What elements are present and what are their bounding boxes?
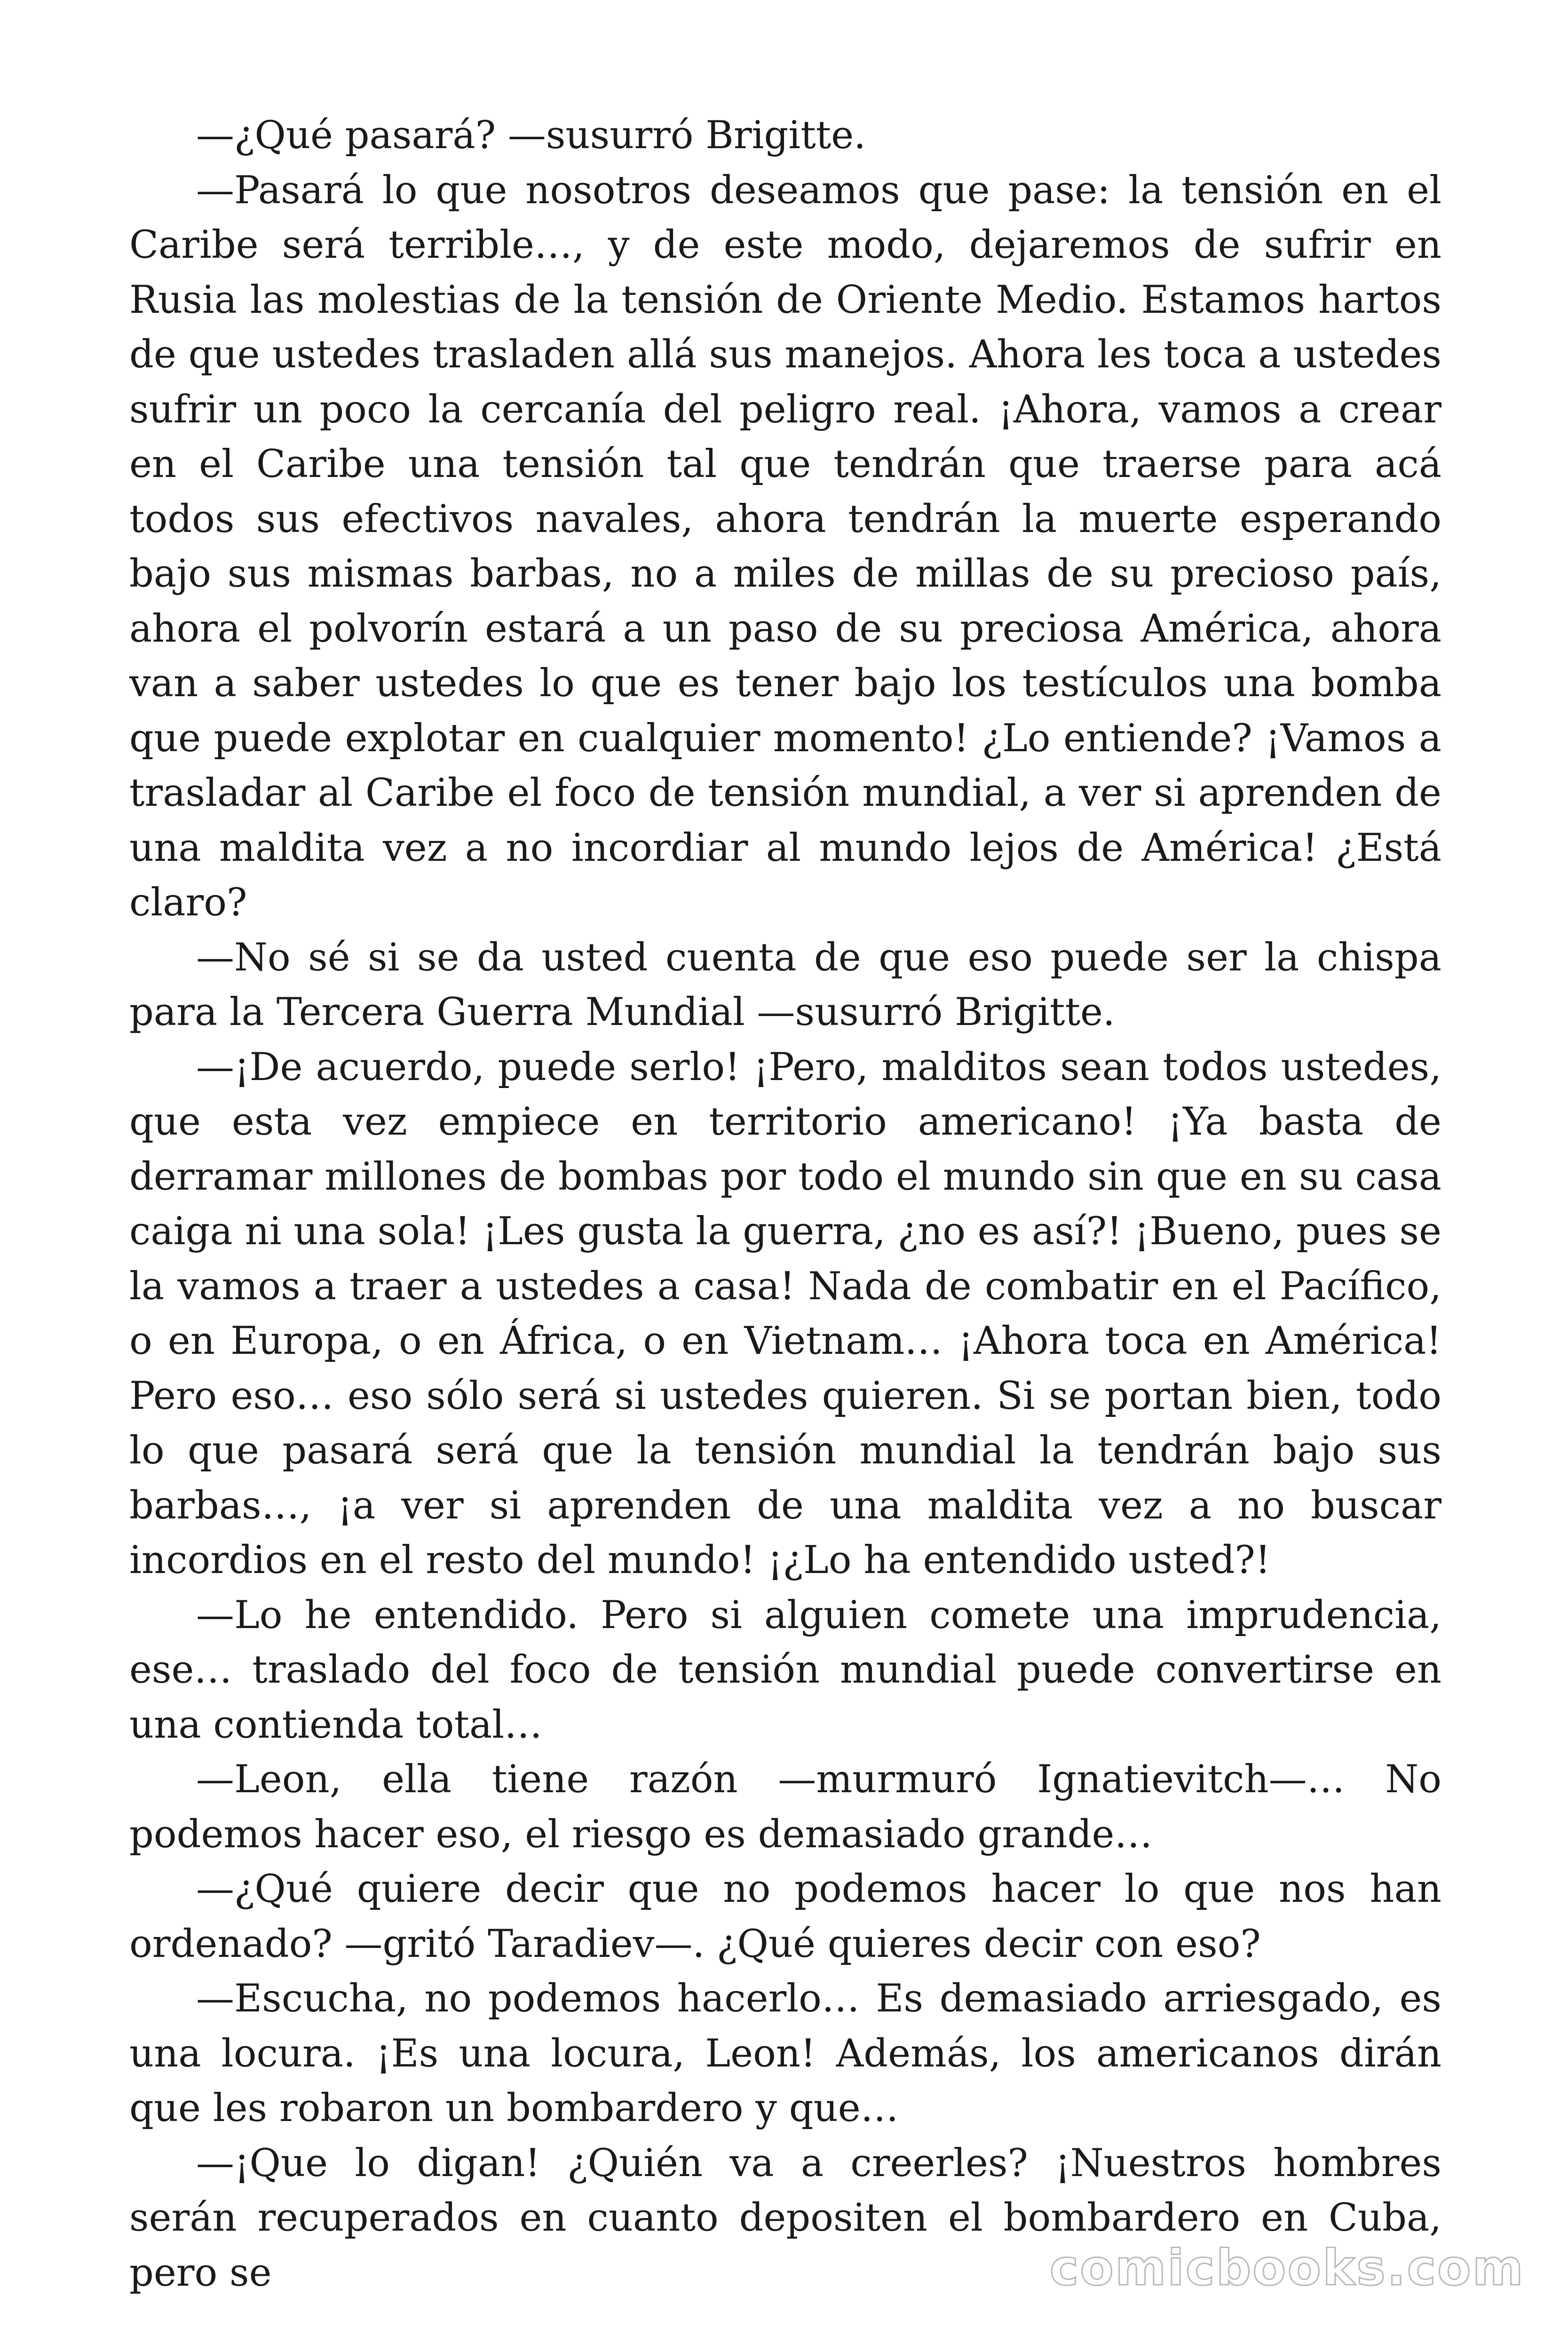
paragraph: —Escucha, no podemos hacerlo… Es demasiado arriesgado, es una locura. ¡Es una locura, Leon! Además, los americanos dirán que les robaron un bombardero y que… — [129, 1977, 1441, 2130]
paragraph: —¡De acuerdo, puede serlo! ¡Pero, malditos sean todos ustedes, que esta vez empiece en territorio americano! ¡Ya basta de derramar millones de bombas por todo el mundo sin que en su casa caiga ni una sola! ¡Les gusta la guerra, ¿no es así?! ¡Bueno, pues se la vamos a traer a ustedes a casa! Nada de combatir en el Pacífico, o en Europa, o en África, o en Vietnam… ¡Ahora toca en América! Pero eso… eso sólo será si ustedes quieren. Si se portan bien, todo lo que pasará será que la tensión mundial la tendrán bajo sus barbas…, ¡a ver si aprenden de una maldita vez a no buscar incordios en el resto del mundo! ¡¿Lo ha entendido usted?! — [129, 1045, 1441, 1582]
paragraph: —¿Qué quiere decir que no podemos hacer lo que nos han ordenado? —gritó Taradiev—. ¿Qué quieres decir con eso? — [129, 1867, 1441, 1966]
paragraph: —Lo he entendido. Pero si alguien comete una imprudencia, ese… traslado del foco de tensión mundial puede convertirse en una contienda total… — [129, 1593, 1441, 1747]
paragraph: —¡Que lo digan! ¿Quién va a creerles? ¡Nuestros hombres serán recuperados en cuanto depositen el bombardero en Cuba, pero se — [129, 2141, 1441, 2295]
paragraph: —¿Qué pasará? —susurró Brigitte. — [196, 113, 866, 158]
paragraph: —Pasará lo que nosotros deseamos que pase: la tensión en el Caribe será terrible…, y de este modo, dejaremos de sufrir en Rusia las molestias de la tensión de Oriente Medio. Estamos hartos de que ustedes trasladen allá sus manejos. Ahora les toca a ustedes sufrir un poco la cercanía del peligro real. ¡Ahora, vamos a crear en el Caribe una tensión tal que tendrán que traerse para acá todos sus efectivos navales, ahora tendrán la muerte esperando bajo sus mismas barbas, no a miles de millas de su precioso país, ahora el polvorín estará a un paso de su preciosa América, ahora van a saber ustedes lo que es tener bajo los testículos una bomba que puede explotar en cualquier momento! ¿Lo entiende? ¡Vamos a trasladar al Caribe el foco de tensión mundial, a ver si aprenden de una maldita vez a no incordiar al mundo lejos de América! ¿Está claro? — [129, 168, 1441, 925]
book-page-text — [129, 108, 1441, 2300]
watermark: comicbooks.com — [1049, 2239, 1525, 2296]
paragraph: —No sé si se da usted cuenta de que eso puede ser la chispa para la Tercera Guerra Mundial —susurró Brigitte. — [129, 935, 1441, 1034]
paragraph: —Leon, ella tiene razón —murmuró Ignatievitch—… No podemos hacer eso, el riesgo es demasiado grande… — [129, 1757, 1441, 1857]
